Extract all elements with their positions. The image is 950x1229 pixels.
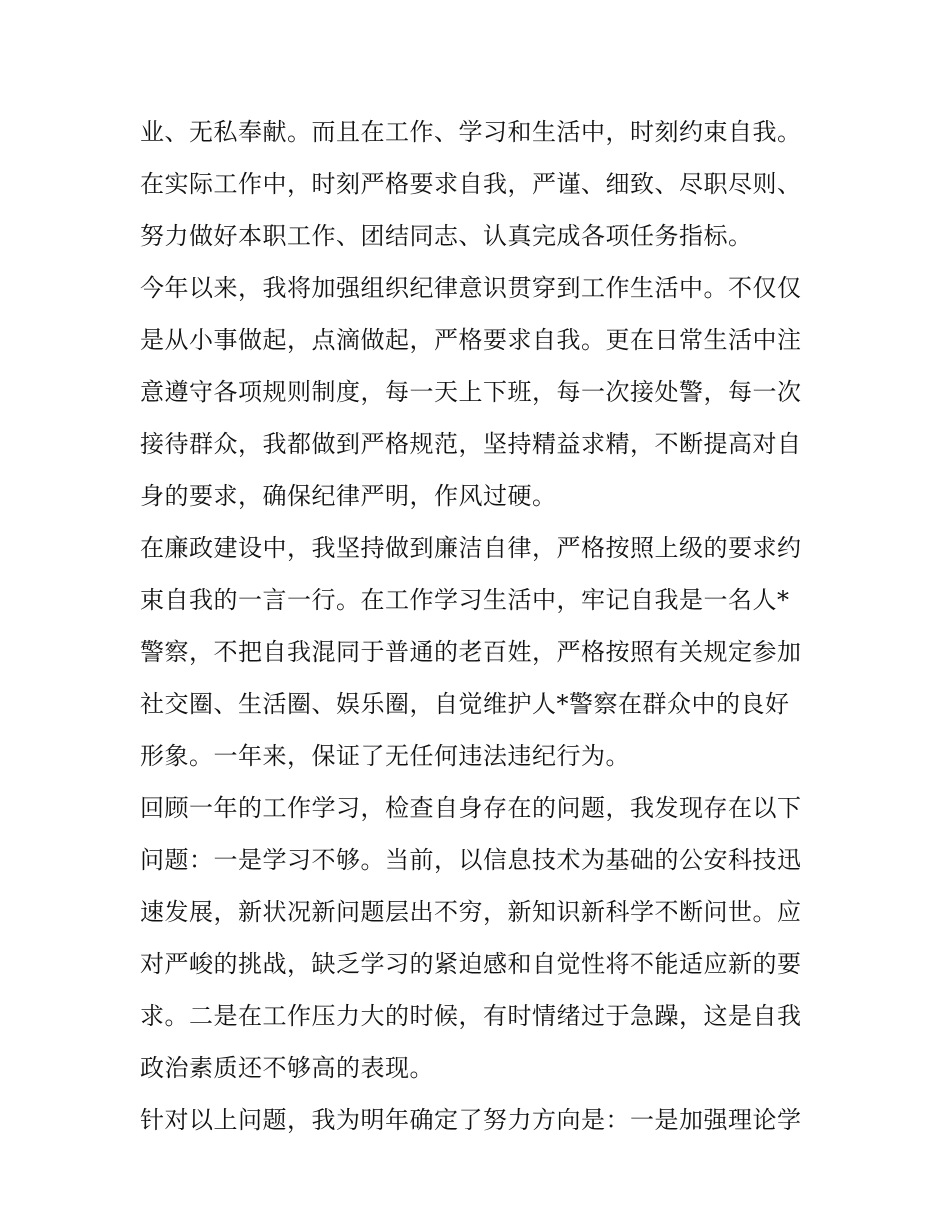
text-line: 身的要求，确保纪律严明，作风过硬。 [140, 482, 557, 510]
text-line: 意遵守各项规则制度，每一天上下班，每一次接处警，每一次 [140, 378, 802, 406]
text-line: 求。二是在工作压力大的时候，有时情绪过于急躁，这是自我 [140, 1002, 802, 1030]
text-line: 在实际工作中，时刻严格要求自我，严谨、细致、尽职尽则、 [140, 170, 802, 198]
text-line: 业、无私奉献。而且在工作、学习和生活中，时刻约束自我。 [140, 118, 802, 146]
text-line: 形象。一年来，保证了无任何违法违纪行为。 [140, 742, 630, 770]
text-line: 速发展，新状况新问题层出不穷，新知识新科学不断问世。应 [140, 898, 802, 926]
text-line: 是从小事做起，点滴做起，严格要求自我。更在日常生活中注 [140, 326, 802, 354]
text-line: 接待群众，我都做到严格规范，坚持精益求精，不断提高对自 [140, 430, 802, 458]
text-line: 努力做好本职工作、团结同志、认真完成各项任务指标。 [140, 222, 753, 250]
text-line: 在廉政建设中，我坚持做到廉洁自律，严格按照上级的要求约 [140, 534, 802, 562]
text-line: 社交圈、生活圈、娱乐圈，自觉维护人*警察在群众中的良好 [140, 690, 790, 718]
document-body-text [140, 106, 820, 1146]
text-line: 政治素质还不够高的表现。 [140, 1054, 434, 1082]
text-line: 警察，不把自我混同于普通的老百姓，严格按照有关规定参加 [140, 638, 802, 666]
text-line: 今年以来，我将加强组织纪律意识贯穿到工作生活中。不仅仅 [140, 274, 802, 302]
text-line: 束自我的一言一行。在工作学习生活中，牢记自我是一名人* [140, 586, 790, 614]
text-line: 针对以上问题，我为明年确定了努力方向是：一是加强理论学 [140, 1106, 802, 1134]
text-line: 问题：一是学习不够。当前，以信息技术为基础的公安科技迅 [140, 846, 802, 874]
text-line: 对严峻的挑战，缺乏学习的紧迫感和自觉性将不能适应新的要 [140, 950, 802, 978]
text-line: 回顾一年的工作学习，检查自身存在的问题，我发现存在以下 [140, 794, 802, 822]
